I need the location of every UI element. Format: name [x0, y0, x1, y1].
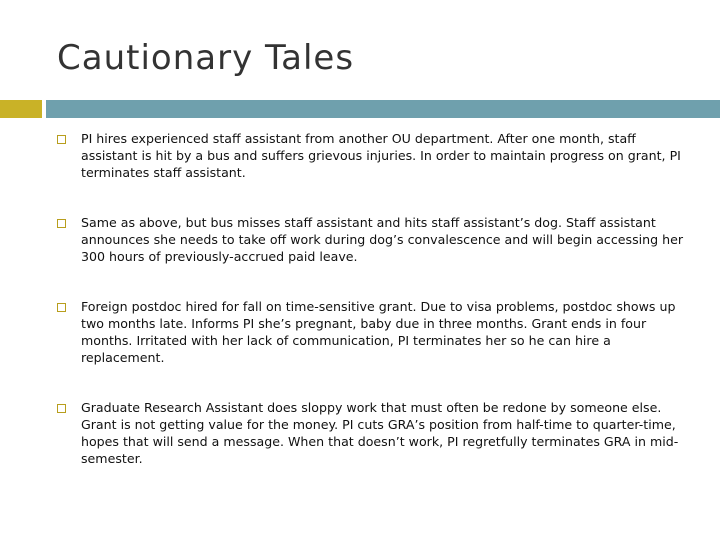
bullet-list	[56, 130, 686, 500]
list-item	[56, 399, 686, 467]
list-item	[56, 298, 686, 366]
slide-title: Cautionary Tales	[57, 38, 355, 78]
list-item	[56, 130, 686, 181]
square-bullet-icon	[57, 404, 66, 413]
bullet-text: Graduate Research Assistant does sloppy work that must often be redone by someone else. Grant is not getting value for the money. PI cuts GRA’s position from half-time to quarter-time, hopes that will send a message. When that doesn’t work, PI regretfully terminates GRA in mid-semester.	[81, 400, 679, 466]
accent-bar-teal	[46, 100, 720, 118]
bullet-text: Same as above, but bus misses staff assistant and hits staff assistant’s dog. Staff assistant announces she needs to take off work during dog’s convalescence and will begin accessing her 300 hours of previously-accrued paid leave.	[81, 215, 684, 264]
bullet-text: Foreign postdoc hired for fall on time-sensitive grant. Due to visa problems, postdoc shows up two months late. Informs PI she’s pregnant, baby due in three months. Grant ends in four months. Irritated with her lack of communication, PI terminates her so he can hire a replacement.	[81, 299, 676, 365]
accent-bar-gold	[0, 100, 42, 118]
square-bullet-icon	[57, 135, 66, 144]
bullet-text: PI hires experienced staff assistant from another OU department. After one month, staff assistant is hit by a bus and suffers grievous injuries. In order to maintain progress on grant, PI terminates staff assistant.	[81, 131, 681, 180]
square-bullet-icon	[57, 303, 66, 312]
square-bullet-icon	[57, 219, 66, 228]
list-item	[56, 214, 686, 265]
